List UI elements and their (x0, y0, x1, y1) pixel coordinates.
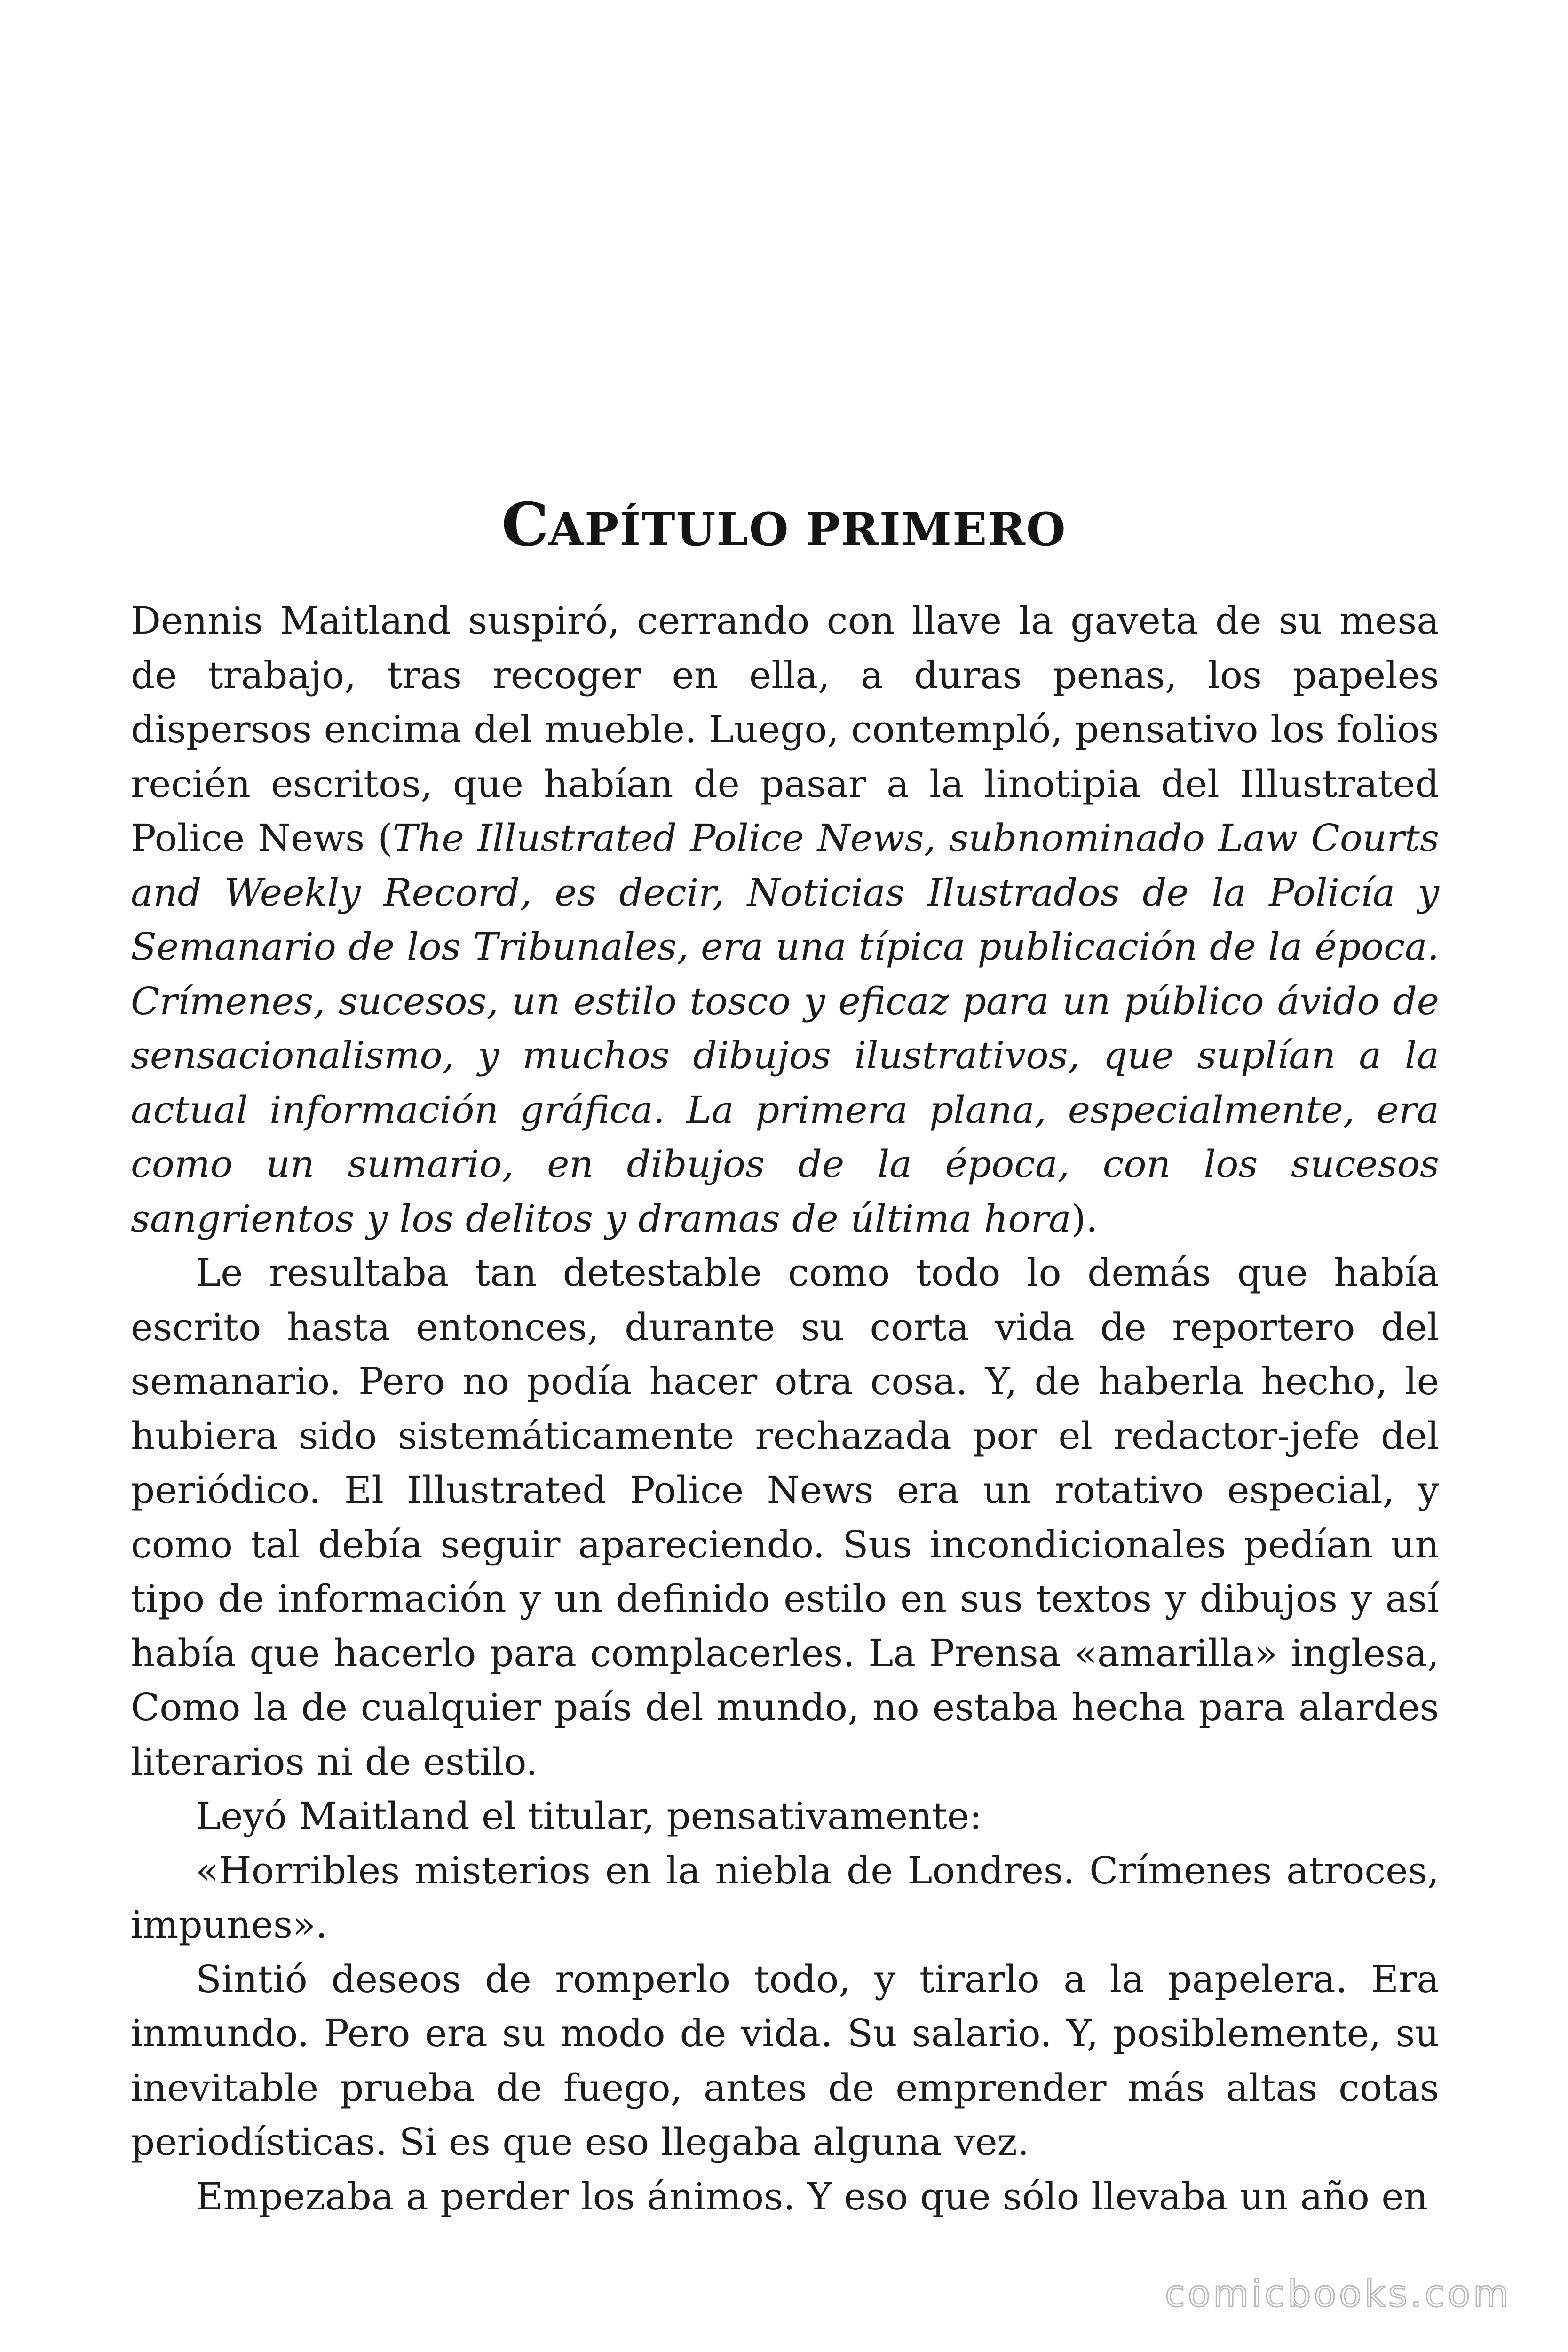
chapter-title-initial: C (501, 490, 549, 560)
paragraph-opening (131, 594, 1439, 1246)
watermark-logo: comicbooks.com (1164, 2273, 1512, 2315)
paragraph-headline-quote: «Horribles misterios en la niebla de Londres. Crímenes atroces, impunes». (131, 1848, 1439, 1947)
paragraph-opening-text: Dennis Maitland suspiró, cerrando con llave la gaveta de su mesa de trabajo, tras recoger en ella, a duras penas, los papeles dispersos encima del mueble. Luego, contempló, pensativo los folios recién escritos, que habían de pasar a la linotipia del Illustrated Police News ( (131, 599, 1439, 860)
paragraph-2: Le resultaba tan detestable como todo lo demás que había escrito hasta entonces, durante su corta vida de reportero del semanario. Pero no podía hacer otra cosa. Y, de haberla hecho, le hubiera sido sistemáticamente rechazada por el redactor-jefe del periódico. El Illustrated Police News era un rotativo especial, y como tal debía seguir apareciendo. Sus incondicionales pedían un tipo de información y un definido estilo en sus textos y dibujos y así había que hacerlo para complacerles. La Prensa «amarilla» inglesa, Como la de cualquier país del mundo, no estaba hecha para alardes literarios ni de estilo. (131, 1251, 1439, 1784)
chapter-title (0, 489, 1568, 565)
paragraph-3: Leyó Maitland el titular, pensativamente: (196, 1794, 982, 1838)
paragraph-6: Empezaba a perder los ánimos. Y eso que sólo llevaba un año en (196, 2174, 1428, 2218)
chapter-title-rest: APÍTULO PRIMERO (548, 503, 1067, 556)
italic-footnote-text: The Illustrated Police News, subnominado Law Courts and Weekly Record, es decir, Noticias Ilustrados de la Policía y Semanario de los Tribunales, era una típica publicación de la época. Crímenes, sucesos, un estilo tosco y eficaz para un público ávido de sensacionalismo, y muchos dibujos ilustrativos, que suplían a la actual información gráfica. La primera plana, especialmente, era como un sumario, en dibujos de la época, con los sucesos sangrientos y los delitos y dramas de última hora (131, 816, 1439, 1240)
paragraph-opening-close: ). (1071, 1196, 1098, 1240)
chapter-body (131, 594, 1439, 2224)
paragraph-5: Sintió deseos de romperlo todo, y tirarlo a la papelera. Era inmundo. Pero era su modo de vida. Su salario. Y, posiblemente, su inevitable prueba de fuego, antes de emprender más altas cotas periodísticas. Si es que eso llegaba alguna vez. (131, 1957, 1439, 2164)
